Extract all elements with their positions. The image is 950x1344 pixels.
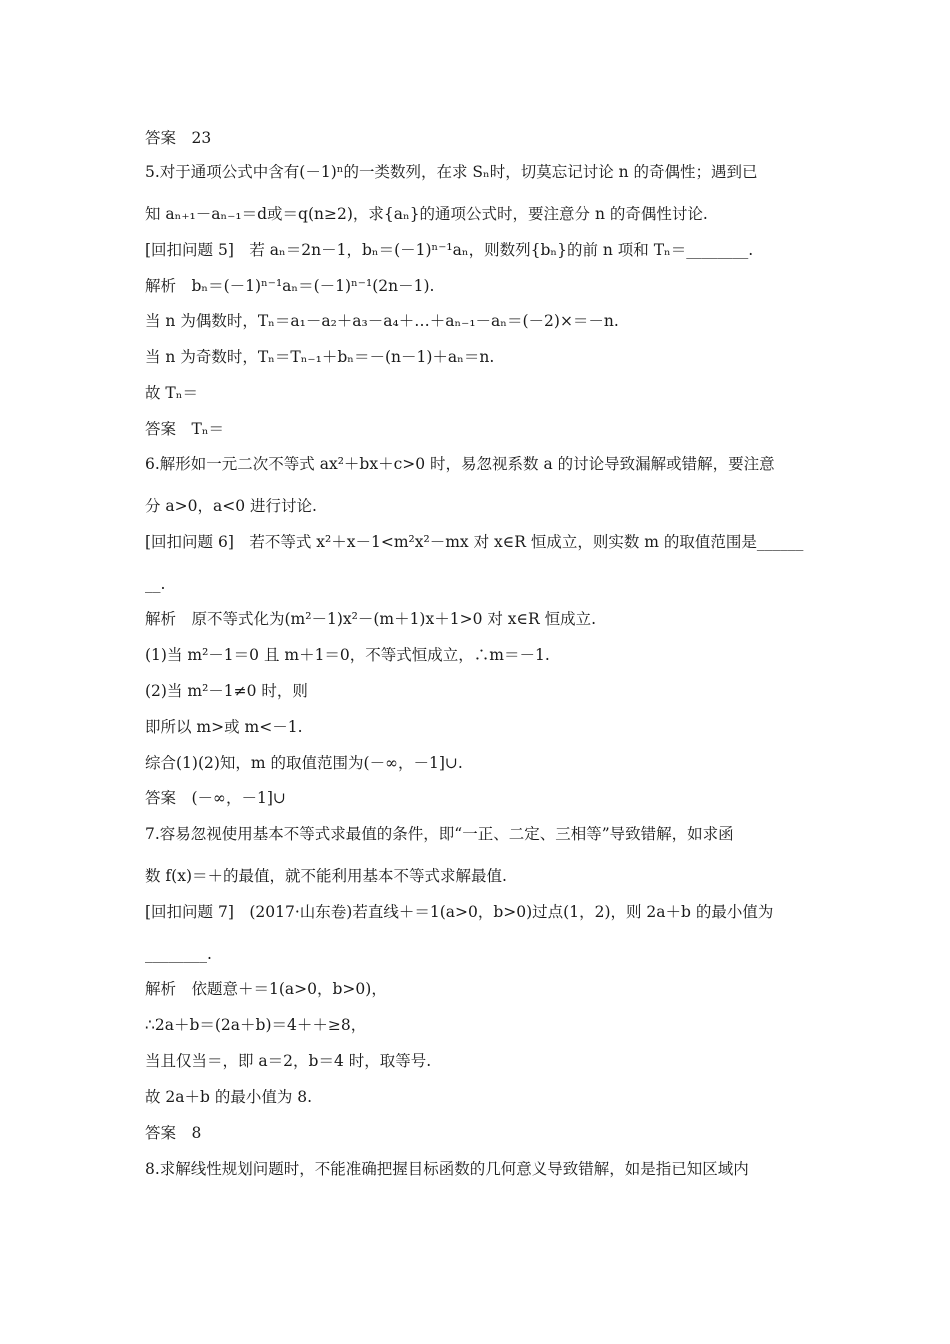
analysis-5-line-3: 当 n 为奇数时，Tₙ＝Tₙ₋₁＋bₙ＝－(n－1)＋aₙ＝n. [145,348,495,366]
tip-5-line-2: 知 aₙ₊₁－aₙ₋₁＝d或＝q(n≥2)，求{aₙ}的通项公式时，要注意分 n 的奇偶性讨论. [145,205,708,223]
answer-7: 答案 8 [145,1124,202,1142]
tip-6-line-1: 6.解形如一元二次不等式 ax²＋bx＋c>0 时，易忽视系数 a 的讨论导致漏解或错解，要注意 [145,455,775,473]
question-6-blank: __. [145,575,166,593]
question-5: [回扣问题 5] 若 aₙ＝2n－1，bₙ＝(－1)ⁿ⁻¹aₙ，则数列{bₙ}的前 n 项和 Tₙ＝________. [145,241,754,259]
question-6: [回扣问题 6] 若不等式 x²＋x－1<m²x²－mx 对 x∈R 恒成立，则实数 m 的取值范围是______ [145,533,804,551]
analysis-6-line-3: (2)当 m²－1≠0 时，则 [145,682,308,700]
tip-7-line-2: 数 f(x)＝＋的最值，就不能利用基本不等式求解最值. [145,867,507,885]
analysis-6-line-4: 即所以 m>或 m<－1. [145,718,303,736]
tip-8-line-1: 8.求解线性规划问题时，不能准确把握目标函数的几何意义导致错解，如是指已知区域内 [145,1160,749,1178]
analysis-6-line-2: (1)当 m²－1＝0 且 m＋1＝0，不等式恒成立，∴m＝－1. [145,646,550,664]
analysis-7-line-3: 当且仅当＝，即 a＝2，b＝4 时，取等号. [145,1052,432,1070]
analysis-5-line-4: 故 Tₙ＝ [145,384,198,402]
analysis-7-line-2: ∴2a＋b＝(2a＋b)＝4＋＋≥8， [145,1016,367,1034]
analysis-5-line-2: 当 n 为偶数时，Tₙ＝a₁－a₂＋a₃－a₄＋…＋aₙ₋₁－aₙ＝(－2)×＝－n. [145,312,619,330]
analysis-7-line-4: 故 2a＋b 的最小值为 8. [145,1088,313,1106]
analysis-5-line-1: 解析 bₙ＝(－1)ⁿ⁻¹aₙ＝(－1)ⁿ⁻¹(2n－1). [145,277,435,295]
analysis-6-line-5: 综合(1)(2)知，m 的取值范围为(－∞，－1]∪. [145,754,463,772]
question-7-blank: ________. [145,945,212,963]
answer-5: 答案 Tₙ＝ [145,420,225,438]
tip-6-line-2: 分 a>0，a<0 进行讨论. [145,497,317,515]
answer-6: 答案 (－∞，－1]∪ [145,789,286,807]
tip-7-line-1: 7.容易忽视使用基本不等式求最值的条件，即“一正、二定、三相等”导致错解，如求函 [145,825,734,843]
question-7: [回扣问题 7] (2017·山东卷)若直线＋＝1(a>0，b>0)过点(1，2)，则 2a＋b 的最小值为 [145,903,774,921]
analysis-7-line-1: 解析 依题意＋＝1(a>0，b>0)， [145,980,387,998]
answer-line: 答案 23 [145,129,212,147]
tip-5-line-1: 5.对于通项公式中含有(－1)ⁿ的一类数列，在求 Sₙ时，切莫忘记讨论 n 的奇偶性；遇到已 [145,163,758,181]
analysis-6-line-1: 解析 原不等式化为(m²－1)x²－(m＋1)x＋1>0 对 x∈R 恒成立. [145,610,597,628]
